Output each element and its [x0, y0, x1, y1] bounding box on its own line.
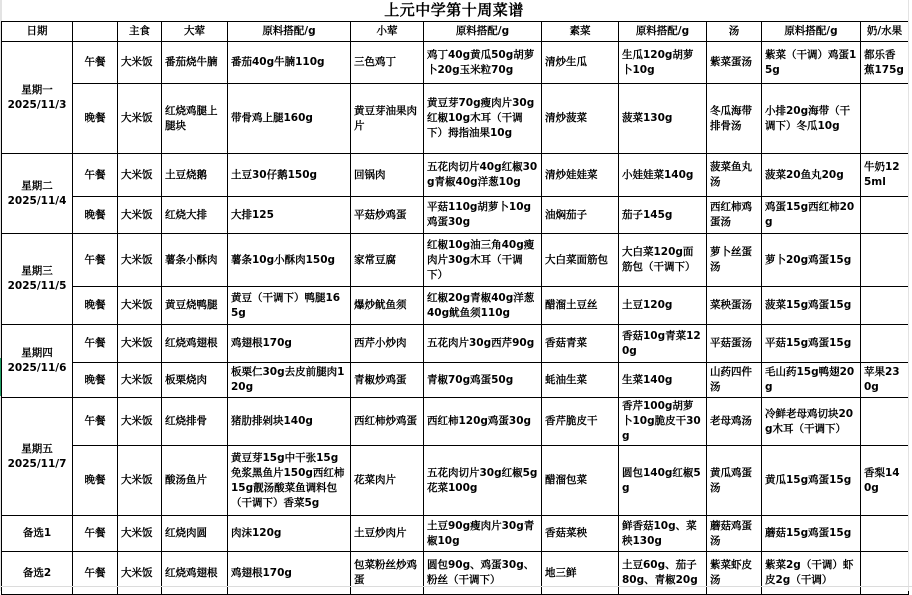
date-label: 2025/11/6: [7, 362, 67, 374]
soup-cell[interactable]: 菠菜鱼丸汤: [707, 154, 762, 197]
vegetable-cell[interactable]: 蚝油生菜: [542, 363, 619, 398]
soup-ingredients-cell[interactable]: 菠菜20鱼丸20g: [762, 154, 861, 197]
milk-fruit-cell[interactable]: 苹果230g: [861, 363, 909, 398]
table-row: [2, 197, 909, 234]
small-dish-cell[interactable]: 花菜肉片: [351, 446, 424, 516]
veg-ingredients-cell[interactable]: 大白菜120g面筋包（干调下）: [619, 234, 707, 287]
milk-fruit-cell[interactable]: [861, 197, 909, 234]
vegetable-cell[interactable]: 香菇菜秧: [542, 516, 619, 552]
veg-ingredients-cell[interactable]: 圆包140g红椒5g: [619, 446, 707, 516]
soup-ingredients-cell[interactable]: 毛山药15g鸭翅20g: [762, 363, 861, 398]
header-staple: 主食: [118, 22, 162, 42]
small-ingredients-cell[interactable]: 五花肉切片30g红椒5g花菜100g: [424, 446, 542, 516]
small-dish-cell[interactable]: 回锅肉: [351, 154, 424, 197]
vegetable-cell[interactable]: 油焖茄子: [542, 197, 619, 234]
day-cell[interactable]: [2, 398, 73, 516]
main-dish-cell[interactable]: 番茄烧牛腩: [162, 42, 228, 84]
date-label: 2025/11/3: [7, 98, 67, 111]
soup-cell[interactable]: 西红柿鸡蛋汤: [707, 197, 762, 234]
milk-fruit-cell[interactable]: [861, 398, 909, 446]
soup-cell[interactable]: 黄瓜鸡蛋汤: [707, 446, 762, 516]
vegetable-cell[interactable]: 清炒娃娃菜: [542, 154, 619, 197]
main-ingredients-cell[interactable]: 黄豆芽15g中干张15g免浆黑鱼片150g西红柿15g靓汤酸菜鱼调料包（干调下）香菜5g: [228, 446, 351, 516]
header-small-ingredients: 原料搭配/g: [424, 22, 542, 42]
main-ingredients-cell[interactable]: 大排125: [228, 197, 351, 234]
small-dish-cell[interactable]: 黄豆芽油果肉片: [351, 84, 424, 154]
meal-cell[interactable]: 午餐: [73, 398, 118, 446]
main-dish-cell[interactable]: 红烧鸡腿上腿块: [162, 84, 228, 154]
main-dish-cell[interactable]: 红烧鸡翅根: [162, 325, 228, 363]
weekday-label: 星期二: [21, 179, 53, 192]
table-row: [2, 516, 909, 552]
main-ingredients-cell[interactable]: 鸡翅根170g: [228, 552, 351, 595]
meal-cell[interactable]: 晚餐: [73, 287, 118, 325]
milk-fruit-cell[interactable]: 香梨140g: [861, 446, 909, 516]
meal-cell[interactable]: 晚餐: [73, 446, 118, 516]
date-label: 2025/11/5: [7, 280, 67, 292]
small-dish-cell[interactable]: 青椒炒鸡蛋: [351, 363, 424, 398]
meal-cell[interactable]: 晚餐: [73, 363, 118, 398]
soup-ingredients-cell[interactable]: 蘑菇15g鸡蛋15g: [762, 516, 861, 552]
soup-ingredients-cell[interactable]: 黄瓜15g鸡蛋15g: [762, 446, 861, 516]
veg-ingredients-cell[interactable]: 鲜香菇10g、菜秧130g: [619, 516, 707, 552]
day-cell[interactable]: [2, 516, 73, 552]
soup-cell[interactable]: 平菇蛋汤: [707, 325, 762, 363]
soup-ingredients-cell[interactable]: 冷鲜老母鸡切块20g木耳（干调下）: [762, 398, 861, 446]
weekday-label: 备选2: [22, 566, 52, 579]
staple-cell[interactable]: 大米饭: [118, 398, 162, 446]
veg-ingredients-cell[interactable]: 香菇10g青菜120g: [619, 325, 707, 363]
sheet-gridlines-right: [908, 0, 912, 591]
soup-cell[interactable]: 蘑菇鸡蛋汤: [707, 516, 762, 552]
milk-fruit-cell[interactable]: [861, 325, 909, 363]
meal-cell[interactable]: 午餐: [73, 516, 118, 552]
main-ingredients-cell[interactable]: 鸡翅根170g: [228, 325, 351, 363]
day-cell[interactable]: [2, 325, 73, 398]
header-soup-ingredients: 原料搭配/g: [762, 22, 861, 42]
small-dish-cell[interactable]: 土豆炒肉片: [351, 516, 424, 552]
veg-ingredients-cell[interactable]: 生菜140g: [619, 363, 707, 398]
main-ingredients-cell[interactable]: 番茄40g牛腩110g: [228, 42, 351, 84]
menu-table: [1, 21, 909, 595]
veg-ingredients-cell[interactable]: 菠菜130g: [619, 84, 707, 154]
meal-cell[interactable]: 晚餐: [73, 84, 118, 154]
main-dish-cell[interactable]: 红烧鸡翅根: [162, 552, 228, 595]
soup-cell[interactable]: 山药四件汤: [707, 363, 762, 398]
milk-fruit-cell[interactable]: [861, 287, 909, 325]
weekday-label: 星期一: [21, 83, 53, 96]
main-dish-cell[interactable]: 红烧排骨: [162, 398, 228, 446]
table-row: [2, 154, 909, 197]
table-row: [2, 287, 909, 325]
meal-cell[interactable]: 午餐: [73, 42, 118, 84]
sheet-gridlines-bottom: [0, 586, 912, 592]
soup-cell[interactable]: 冬瓜海带排骨汤: [707, 84, 762, 154]
main-dish-cell[interactable]: 酸汤鱼片: [162, 446, 228, 516]
small-dish-cell[interactable]: 西芹小炒肉: [351, 325, 424, 363]
small-dish-cell[interactable]: 平菇炒鸡蛋: [351, 197, 424, 234]
main-dish-cell[interactable]: 薯条小酥肉: [162, 234, 228, 287]
meal-cell[interactable]: 午餐: [73, 234, 118, 287]
header-main-dish: 大荤: [162, 22, 228, 42]
soup-ingredients-cell[interactable]: 萝卜20g鸡蛋15g: [762, 234, 861, 287]
soup-cell[interactable]: 紫菜蛋汤: [707, 42, 762, 84]
main-ingredients-cell[interactable]: 带骨鸡上腿160g: [228, 84, 351, 154]
header-row: [2, 22, 909, 42]
main-ingredients-cell[interactable]: 肉沫120g: [228, 516, 351, 552]
main-ingredients-cell[interactable]: 板栗仁30g去皮前腿肉120g: [228, 363, 351, 398]
small-dish-cell[interactable]: 包菜粉丝炒鸡蛋: [351, 552, 424, 595]
table-row: [2, 398, 909, 446]
small-ingredients-cell[interactable]: 红椒20g青椒40g洋葱40g鱿鱼须110g: [424, 287, 542, 325]
staple-cell[interactable]: 大米饭: [118, 287, 162, 325]
weekday-label: 星期四: [21, 347, 53, 359]
small-ingredients-cell[interactable]: 五花肉片30g西芹90g: [424, 325, 542, 363]
vegetable-cell[interactable]: 清炒生瓜: [542, 42, 619, 84]
table-row: [2, 84, 909, 154]
small-ingredients-cell[interactable]: 平菇110g胡萝卜10g鸡蛋30g: [424, 197, 542, 234]
soup-ingredients-cell[interactable]: 菠菜15g鸡蛋15g: [762, 287, 861, 325]
soup-ingredients-cell[interactable]: 紫菜（干调）鸡蛋15g: [762, 42, 861, 84]
vegetable-cell[interactable]: 地三鲜: [542, 552, 619, 595]
meal-cell[interactable]: 午餐: [73, 325, 118, 363]
day-cell[interactable]: [2, 42, 73, 154]
vegetable-cell[interactable]: 香芹脆皮干: [542, 398, 619, 446]
header-meal: [73, 22, 118, 42]
date-label: 2025/11/7: [7, 457, 67, 470]
header-soup: 汤: [707, 22, 762, 42]
soup-cell[interactable]: 菜秧蛋汤: [707, 287, 762, 325]
main-dish-cell[interactable]: 红烧大排: [162, 197, 228, 234]
header-vegetable: 素菜: [542, 22, 619, 42]
vegetable-cell[interactable]: 大白菜面筋包: [542, 234, 619, 287]
veg-ingredients-cell[interactable]: 小娃娃菜140g: [619, 154, 707, 197]
header-main-ingredients: 原料搭配/g: [228, 22, 351, 42]
vegetable-cell[interactable]: 醋溜土豆丝: [542, 287, 619, 325]
small-dish-cell[interactable]: 家常豆腐: [351, 234, 424, 287]
staple-cell[interactable]: 大米饭: [118, 42, 162, 84]
veg-ingredients-cell[interactable]: 生瓜120g胡萝卜10g: [619, 42, 707, 84]
staple-cell[interactable]: 大米饭: [118, 516, 162, 552]
meal-cell[interactable]: 午餐: [73, 552, 118, 595]
main-dish-cell[interactable]: 红烧肉圆: [162, 516, 228, 552]
table-row: [2, 363, 909, 398]
small-ingredients-cell[interactable]: 红椒10g油三角40g瘦肉片30g木耳（干调下）: [424, 234, 542, 287]
vegetable-cell[interactable]: 清炒菠菜: [542, 84, 619, 154]
header-date: 日期: [2, 22, 73, 42]
meal-cell[interactable]: 午餐: [73, 154, 118, 197]
header-milk-fruit: 奶/水果: [861, 22, 909, 42]
table-row: [2, 446, 909, 516]
soup-ingredients-cell[interactable]: 平菇15g鸡蛋15g: [762, 325, 861, 363]
main-dish-cell[interactable]: 土豆烧鹅: [162, 154, 228, 197]
staple-cell[interactable]: 大米饭: [118, 197, 162, 234]
meal-cell[interactable]: 晚餐: [73, 197, 118, 234]
soup-cell[interactable]: 紫菜虾皮汤: [707, 552, 762, 595]
small-ingredients-cell[interactable]: 圆包90g、鸡蛋30g、粉丝（干调下）: [424, 552, 542, 595]
small-ingredients-cell[interactable]: 土豆90g瘦肉片30g青椒10g: [424, 516, 542, 552]
table-row: [2, 234, 909, 287]
staple-cell[interactable]: 大米饭: [118, 325, 162, 363]
table-row: [2, 42, 909, 84]
veg-ingredients-cell[interactable]: 土豆60g、茄子80g、青椒20g: [619, 552, 707, 595]
date-label: 2025/11/4: [7, 194, 67, 207]
staple-cell[interactable]: 大米饭: [118, 552, 162, 595]
page-title: 上元中学第十周菜谱: [384, 1, 524, 19]
weekday-label: 星期三: [21, 265, 53, 277]
main-ingredients-cell[interactable]: 猪肋排剁块140g: [228, 398, 351, 446]
veg-ingredients-cell[interactable]: 茄子145g: [619, 197, 707, 234]
small-ingredients-cell[interactable]: 西红柿120g鸡蛋30g: [424, 398, 542, 446]
small-ingredients-cell[interactable]: 青椒70g鸡蛋50g: [424, 363, 542, 398]
staple-cell[interactable]: 大米饭: [118, 363, 162, 398]
small-dish-cell[interactable]: 西红柿炒鸡蛋: [351, 398, 424, 446]
weekday-label: 备选1: [22, 527, 52, 539]
day-cell[interactable]: [2, 234, 73, 325]
small-dish-cell[interactable]: 爆炒鱿鱼须: [351, 287, 424, 325]
header-small-dish: 小荤: [351, 22, 424, 42]
milk-fruit-cell[interactable]: [861, 516, 909, 552]
staple-cell[interactable]: 大米饭: [118, 154, 162, 197]
soup-ingredients-cell[interactable]: 紫菜2g（干调）虾皮2g（干调）: [762, 552, 861, 595]
soup-cell[interactable]: 老母鸡汤: [707, 398, 762, 446]
day-cell[interactable]: [2, 154, 73, 234]
staple-cell[interactable]: 大米饭: [118, 84, 162, 154]
main-ingredients-cell[interactable]: 土豆30仔鹅150g: [228, 154, 351, 197]
soup-ingredients-cell[interactable]: 小排20g海带（干调下）冬瓜10g: [762, 84, 861, 154]
main-dish-cell[interactable]: 黄豆烧鸭腿: [162, 287, 228, 325]
milk-fruit-cell[interactable]: [861, 234, 909, 287]
main-ingredients-cell[interactable]: 黄豆（干调下）鸭腿165g: [228, 287, 351, 325]
soup-ingredients-cell[interactable]: 鸡蛋15g西红柿20g: [762, 197, 861, 234]
small-dish-cell[interactable]: 三色鸡丁: [351, 42, 424, 84]
vegetable-cell[interactable]: 醋溜包菜: [542, 446, 619, 516]
main-ingredients-cell[interactable]: 薯条10g小酥肉150g: [228, 234, 351, 287]
small-ingredients-cell[interactable]: 五花肉切片40g红椒30g青椒40g洋葱10g: [424, 154, 542, 197]
milk-fruit-cell[interactable]: 都乐香蕉175g: [861, 42, 909, 84]
veg-ingredients-cell[interactable]: 香芹100g胡萝卜10g脆皮干30g: [619, 398, 707, 446]
weekday-label: 星期五: [21, 442, 53, 455]
main-dish-cell[interactable]: 板栗烧肉: [162, 363, 228, 398]
staple-cell[interactable]: 大米饭: [118, 234, 162, 287]
header-veg-ingredients: 原料搭配/g: [619, 22, 707, 42]
milk-fruit-cell[interactable]: 牛奶125ml: [861, 154, 909, 197]
small-ingredients-cell[interactable]: 鸡丁40g黄瓜50g胡萝卜20g玉米粒70g: [424, 42, 542, 84]
veg-ingredients-cell[interactable]: 土豆120g: [619, 287, 707, 325]
small-ingredients-cell[interactable]: 黄豆芽70g瘦肉片30g红椒10g木耳（干调下）拇指油果10g: [424, 84, 542, 154]
soup-cell[interactable]: 萝卜丝蛋汤: [707, 234, 762, 287]
table-row: [2, 325, 909, 363]
milk-fruit-cell[interactable]: [861, 84, 909, 154]
staple-cell[interactable]: 大米饭: [118, 446, 162, 516]
vegetable-cell[interactable]: 香菇青菜: [542, 325, 619, 363]
